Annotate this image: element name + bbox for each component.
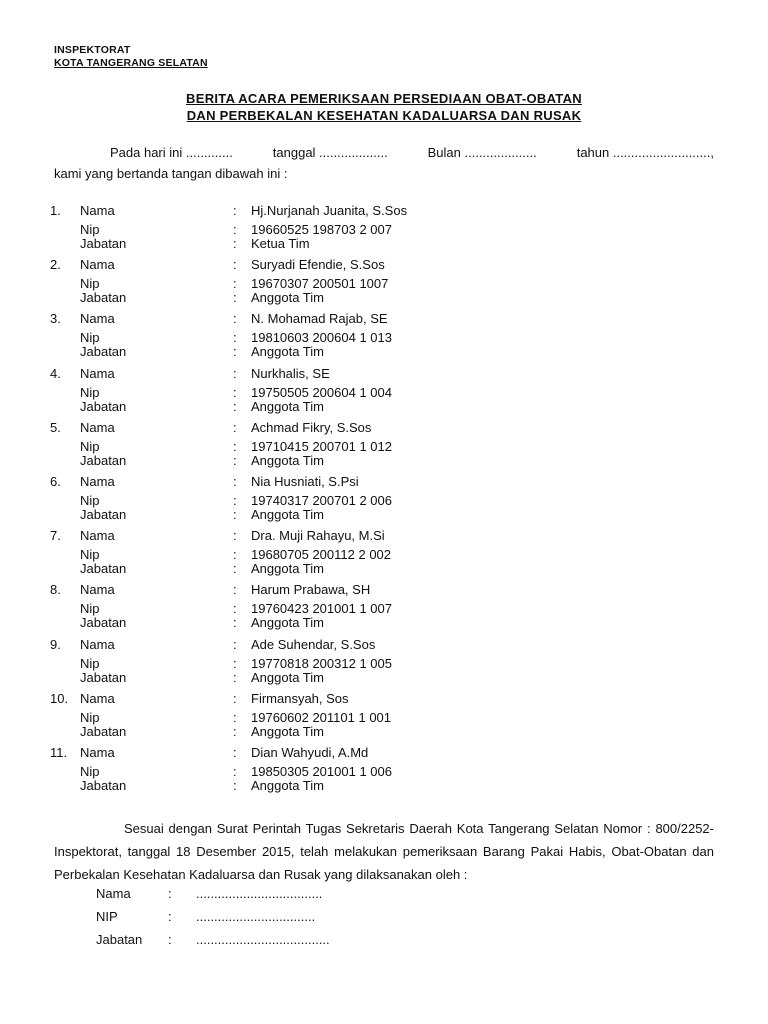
member-nip-label: Nip: [80, 492, 100, 508]
member-entry: [0, 691, 768, 745]
member-nip-label: Nip: [80, 655, 100, 671]
member-nip-value: 19770818 200312 1 005: [251, 655, 392, 671]
member-entry: [0, 420, 768, 474]
member-entry: [0, 582, 768, 636]
colon: :: [233, 384, 237, 400]
colon: :: [233, 744, 237, 760]
colon: :: [233, 561, 237, 577]
signatory-nip-row: [0, 909, 768, 932]
member-nama-value: Dra. Muji Rahayu, M.Si: [251, 528, 385, 544]
member-nama-value: Achmad Fikry, S.Sos: [251, 419, 372, 435]
opening-tahun: tahun ...........................,: [576, 145, 714, 160]
member-nama-label: Nama: [80, 203, 115, 218]
member-nip-label: Nip: [80, 276, 100, 292]
member-nama-label: Nama: [80, 744, 115, 760]
opening-line2: kami yang bertanda tangan dibawah ini :: [54, 166, 288, 181]
colon: :: [233, 222, 237, 237]
member-jabatan-label: Jabatan: [80, 506, 127, 522]
member-nip-value: 19760602 201101 1 001: [251, 709, 392, 725]
member-nama-value: Hj.Nurjanah Juanita, S.Sos: [251, 203, 408, 218]
colon: :: [233, 257, 237, 273]
colon: :: [233, 690, 237, 706]
member-nip-value: 19760423 201001 1 007: [251, 601, 392, 617]
colon: :: [233, 344, 237, 360]
colon: :: [233, 452, 237, 468]
colon: :: [233, 473, 237, 489]
colon: :: [233, 601, 237, 617]
colon: :: [233, 438, 237, 454]
member-jabatan-value: Anggota Tim: [251, 398, 324, 414]
member-number: 9.: [50, 636, 61, 652]
member-number: 5.: [50, 419, 61, 435]
document-title-line1: BERITA ACARA PEMERIKSAAN PERSEDIAAN OBAT-OBATAN: [186, 91, 582, 106]
colon: :: [233, 763, 237, 779]
member-entry: [0, 257, 768, 311]
member-nama-label: Nama: [80, 636, 115, 652]
colon: :: [233, 582, 237, 598]
signatory-nip-label: NIP: [96, 909, 118, 924]
member-jabatan-label: Jabatan: [80, 723, 127, 739]
member-jabatan-label: Jabatan: [80, 452, 127, 468]
member-nip-value: 19670307 200501 1007: [251, 276, 389, 292]
member-jabatan-value: Anggota Tim: [251, 290, 324, 306]
member-entry: [0, 311, 768, 365]
member-jabatan-value: Anggota Tim: [251, 344, 324, 360]
signatory-nama-blank: ...................................: [196, 886, 323, 901]
member-nama-label: Nama: [80, 257, 115, 273]
colon: :: [233, 636, 237, 652]
assignment-paragraph: [54, 817, 714, 886]
member-nama-value: Firmansyah, Sos: [251, 690, 349, 706]
member-nama-label: Nama: [80, 311, 115, 327]
member-nip-value: 19740317 200701 2 006: [251, 492, 392, 508]
org-city: KOTA TANGERANG SELATAN: [54, 57, 208, 69]
member-jabatan-value: Anggota Tim: [251, 615, 324, 631]
member-nama-value: Nurkhalis, SE: [251, 365, 330, 381]
colon: :: [233, 615, 237, 631]
colon: :: [233, 276, 237, 292]
member-nama-label: Nama: [80, 690, 115, 706]
member-nama-value: Harum Prabawa, SH: [251, 582, 371, 598]
signatory-jabatan-row: [0, 932, 768, 955]
signatory-nama-label: Nama: [96, 886, 131, 901]
member-entry: [0, 366, 768, 420]
member-jabatan-label: Jabatan: [80, 777, 127, 793]
member-nip-label: Nip: [80, 547, 100, 563]
member-nip-label: Nip: [80, 709, 100, 725]
member-nip-label: Nip: [80, 601, 100, 617]
member-number: 8.: [50, 582, 61, 598]
signatory-nama-row: [0, 886, 768, 909]
colon: :: [233, 709, 237, 725]
member-nama-label: Nama: [80, 365, 115, 381]
member-nip-value: 19850305 201001 1 006: [251, 763, 392, 779]
colon: :: [233, 203, 237, 218]
member-jabatan-value: Anggota Tim: [251, 561, 324, 577]
member-jabatan-value: Ketua Tim: [251, 236, 310, 251]
member-jabatan-value: Anggota Tim: [251, 669, 324, 685]
member-nip-value: 19710415 200701 1 012: [251, 438, 392, 454]
member-nip-label: Nip: [80, 438, 100, 454]
team-member-list: [0, 203, 768, 799]
member-jabatan-label: Jabatan: [80, 290, 127, 306]
opening-tanggal: tanggal ...................: [272, 145, 388, 160]
member-jabatan-value: Anggota Tim: [251, 452, 324, 468]
member-nip-label: Nip: [80, 384, 100, 400]
member-nama-label: Nama: [80, 419, 115, 435]
colon: :: [168, 909, 172, 924]
member-number: 2.: [50, 257, 61, 273]
member-jabatan-label: Jabatan: [80, 561, 127, 577]
colon: :: [233, 492, 237, 508]
colon: :: [233, 290, 237, 306]
member-nama-label: Nama: [80, 528, 115, 544]
colon: :: [233, 236, 237, 251]
member-nip-value: 19750505 200604 1 004: [251, 384, 392, 400]
member-nama-value: N. Mohamad Rajab, SE: [251, 311, 388, 327]
member-nip-value: 19810603 200604 1 013: [251, 330, 392, 346]
member-jabatan-label: Jabatan: [80, 615, 127, 631]
signatory-jabatan-label: Jabatan: [96, 932, 143, 947]
member-nip-label: Nip: [80, 222, 100, 237]
member-jabatan-value: Anggota Tim: [251, 723, 324, 739]
signatory-block: [0, 886, 768, 955]
colon: :: [233, 547, 237, 563]
member-jabatan-label: Jabatan: [80, 344, 127, 360]
member-entry: [0, 474, 768, 528]
colon: :: [233, 655, 237, 671]
member-nip-value: 19660525 198703 2 007: [251, 222, 392, 237]
colon: :: [233, 311, 237, 327]
member-jabatan-value: Anggota Tim: [251, 506, 324, 522]
signatory-jabatan-blank: .....................................: [196, 932, 330, 947]
org-name: INSPEKTORAT: [54, 44, 131, 56]
member-number: 4.: [50, 365, 61, 381]
member-jabatan-label: Jabatan: [80, 669, 127, 685]
opening-bulan: Bulan ....................: [427, 145, 537, 160]
colon: :: [168, 886, 172, 901]
member-jabatan-label: Jabatan: [80, 398, 127, 414]
member-entry: [0, 528, 768, 582]
member-nama-label: Nama: [80, 582, 115, 598]
member-entry: [0, 203, 768, 257]
colon: :: [233, 669, 237, 685]
member-number: 3.: [50, 311, 61, 327]
colon: :: [233, 398, 237, 414]
member-number: 11.: [50, 744, 68, 760]
opening-hari: Pada hari ini .............: [110, 145, 233, 160]
colon: :: [233, 330, 237, 346]
signatory-nip-blank: .................................: [196, 909, 316, 924]
document-title-line2: DAN PERBEKALAN KESEHATAN KADALUARSA DAN RUSAK: [186, 108, 582, 123]
assignment-text: Sesuai dengan Surat Perintah Tugas Sekretaris Daerah Kota Tangerang Selatan Nomor : 800/2252-Inspektorat, tanggal 18 Desember 2015, telah melakukan pemeriksaan Barang Pakai Habis, Obat-Obatan dan Perbekalan Kesehatan Kadaluarsa dan Rusak yang dilaksanakan oleh :: [54, 821, 714, 882]
colon: :: [233, 506, 237, 522]
member-nip-label: Nip: [80, 330, 100, 346]
colon: :: [233, 723, 237, 739]
colon: :: [168, 932, 172, 947]
member-entry: [0, 637, 768, 691]
member-nip-label: Nip: [80, 763, 100, 779]
member-nama-value: Nia Husniati, S.Psi: [251, 473, 359, 489]
member-nama-value: Suryadi Efendie, S.Sos: [251, 257, 385, 273]
member-nama-value: Dian Wahyudi, A.Md: [251, 744, 369, 760]
member-nama-value: Ade Suhendar, S.Sos: [251, 636, 376, 652]
colon: :: [233, 528, 237, 544]
colon: :: [233, 365, 237, 381]
member-number: 6.: [50, 473, 61, 489]
member-entry: [0, 745, 768, 799]
colon: :: [233, 419, 237, 435]
member-nama-label: Nama: [80, 473, 115, 489]
colon: :: [233, 777, 237, 793]
member-nip-value: 19680705 200112 2 002: [251, 547, 392, 563]
member-jabatan-value: Anggota Tim: [251, 777, 324, 793]
member-number: 7.: [50, 528, 61, 544]
member-jabatan-label: Jabatan: [80, 236, 127, 251]
member-number: 1.: [50, 203, 61, 218]
member-number: 10.: [50, 690, 69, 706]
